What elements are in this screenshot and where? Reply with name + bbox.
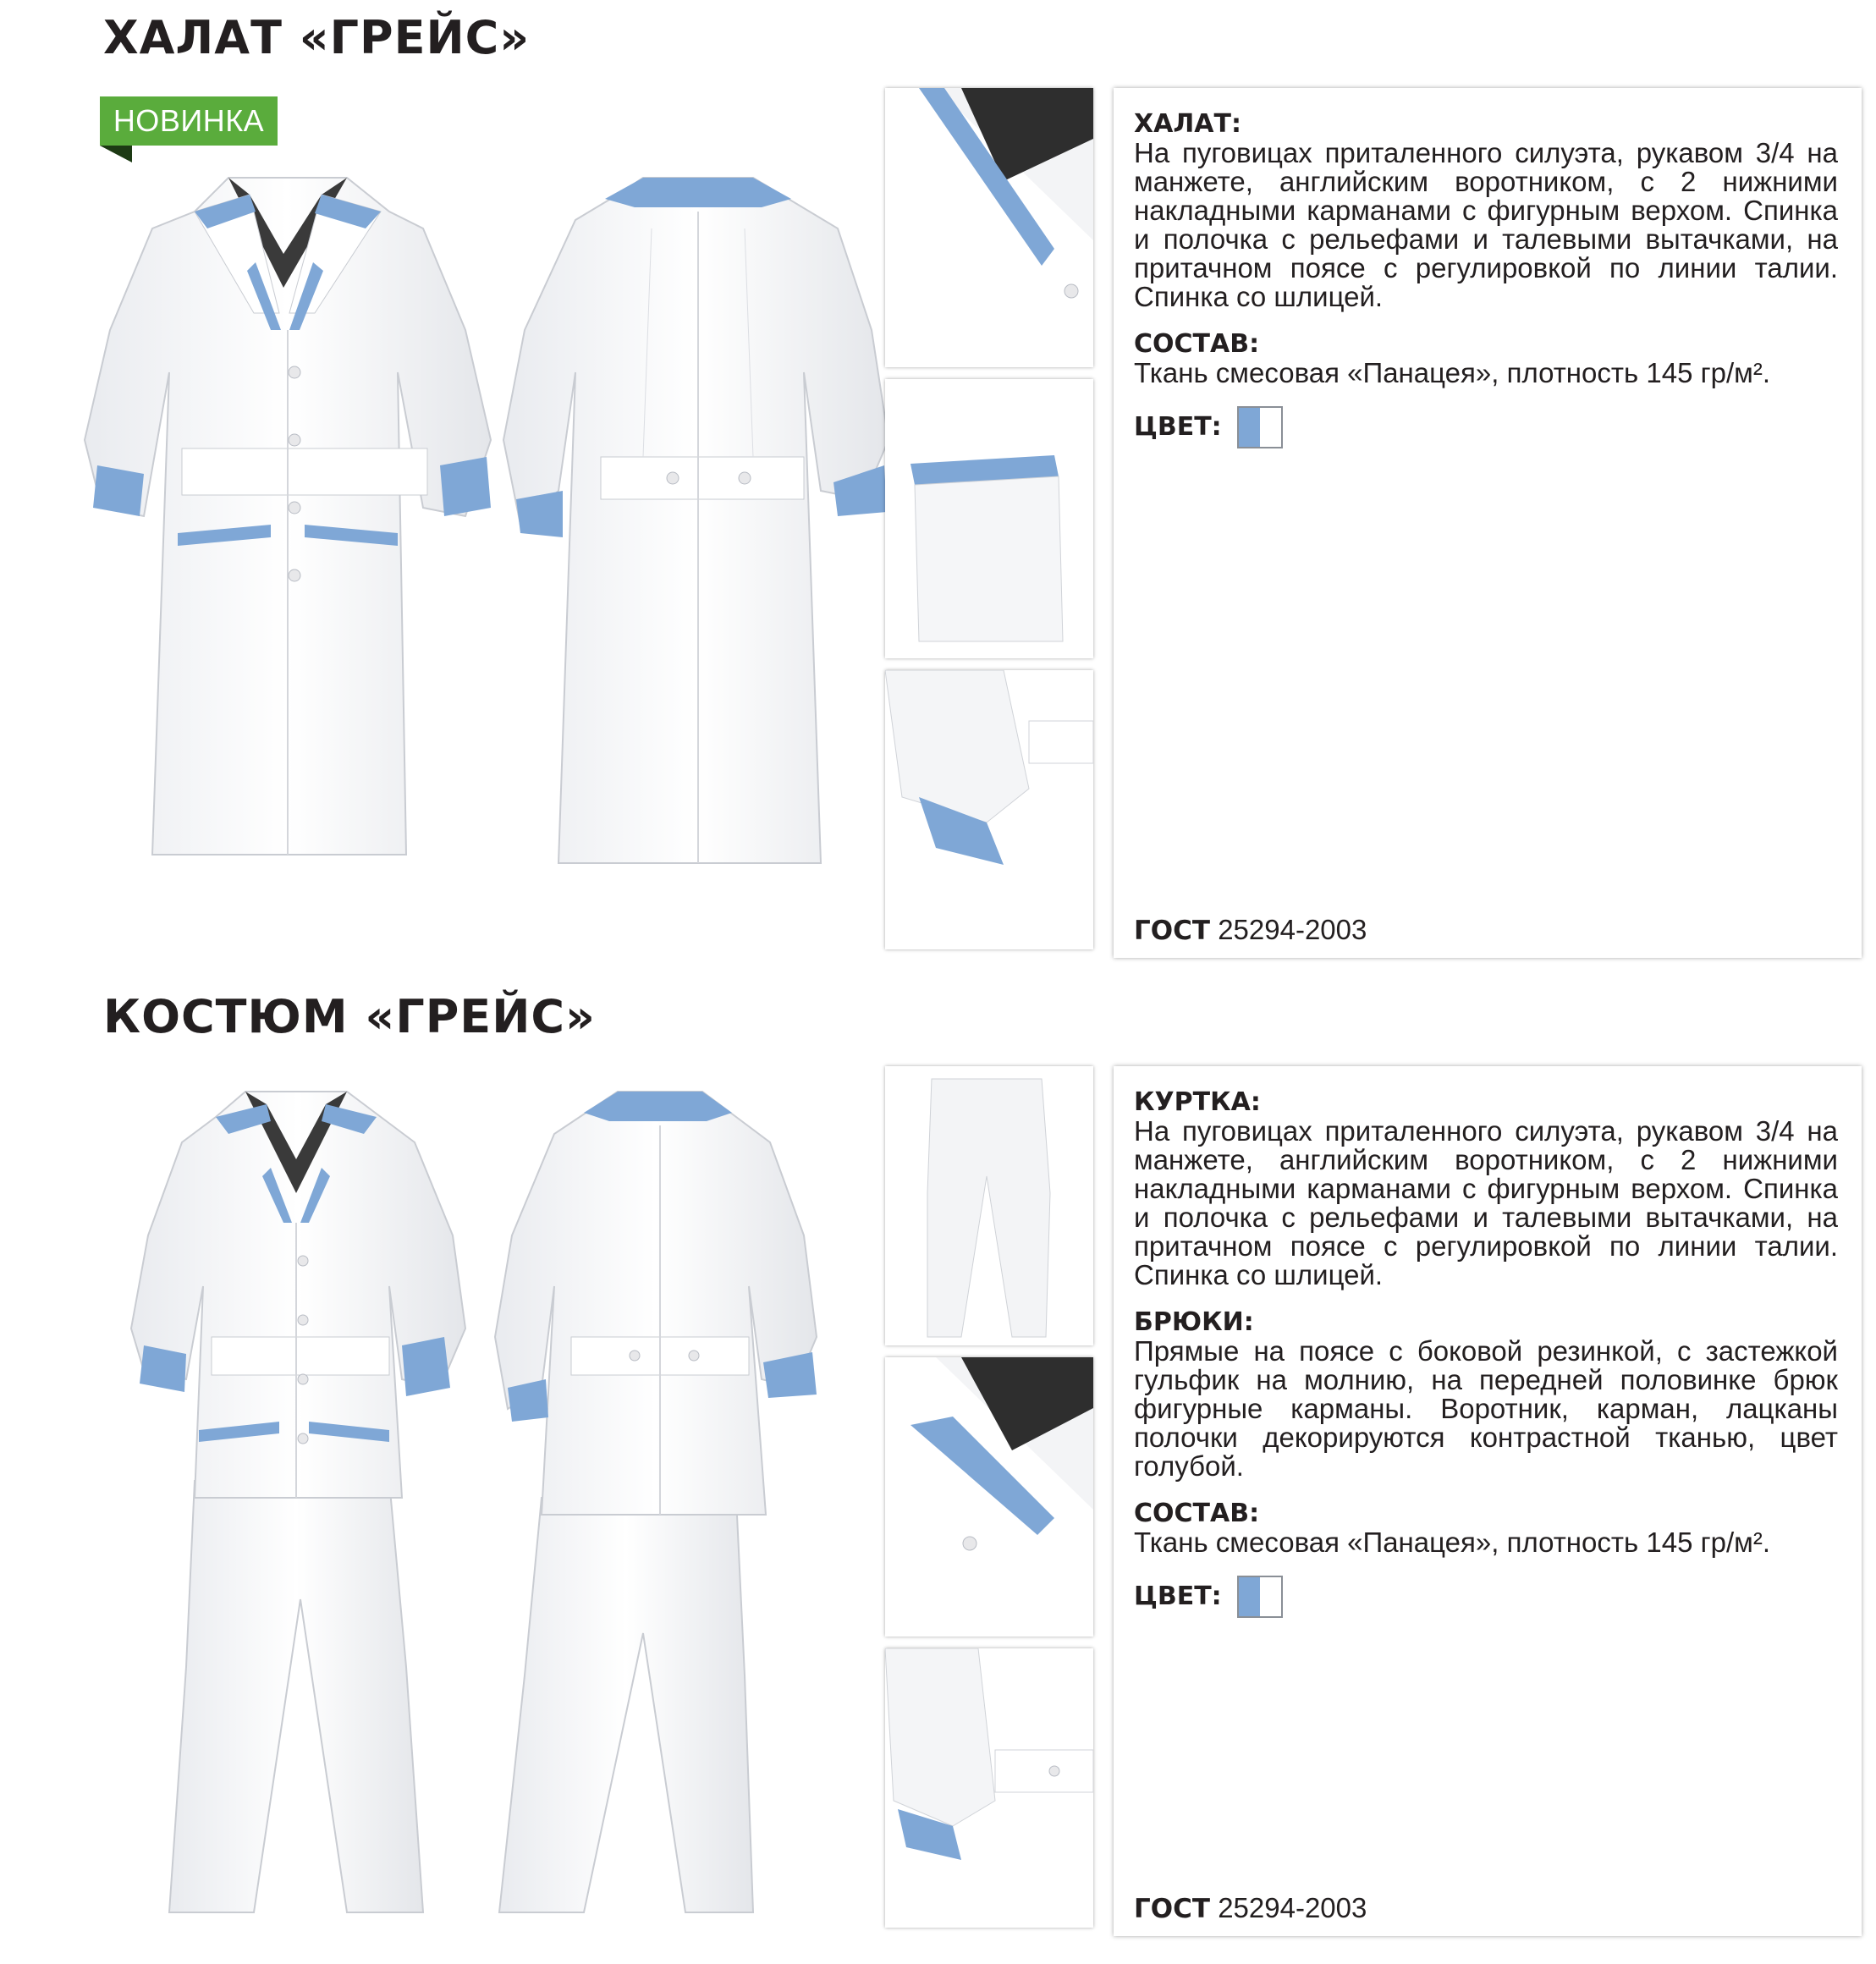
- suit-composition-text: Ткань смесовая «Панацея», плотность 145 гр/м².: [1134, 1527, 1770, 1558]
- robe-gost-label: ГОСТ: [1134, 916, 1211, 946]
- suit-title: КОСТЮМ «ГРЕЙС»: [103, 990, 596, 1043]
- suit-trousers-heading: БРЮКИ:: [1134, 1307, 1254, 1337]
- robe-pocket-thumb: [885, 379, 1093, 658]
- robe-detail-text: На пуговицах приталенного силуэта, рукавом 3/4 на манжете, английским воротником, с 2 нижними накладными карманами с фигурным верхом. Спинка и полочка с рельефами и талевыми вытачками, на притачном поясе с регулировкой по линии талии. Спинка со шлицей.: [1134, 137, 1838, 312]
- swatch-blue: [1239, 1577, 1260, 1616]
- suit-trousers-thumb: [885, 1066, 1093, 1345]
- robe-title: ХАЛАТ «ГРЕЙС»: [103, 11, 531, 64]
- suit-color-row: [1134, 1576, 1838, 1618]
- robe-description-panel: [1114, 88, 1862, 958]
- suit-color-label: ЦВЕТ:: [1134, 1582, 1222, 1611]
- robe-collar-thumb: [885, 88, 1093, 367]
- suit-gost-label: ГОСТ: [1134, 1894, 1211, 1924]
- new-badge: НОВИНКА: [100, 96, 278, 146]
- suit-jacket-text: На пуговицах приталенного силуэта, рукавом 3/4 на манжете, английским воротником, с 2 нижними накладными карманами с фигурным верхом. Спинка и полочка с рельефами и талевыми вытачками, на притачном поясе с регулировкой по линии талии. Спинка со шлицей.: [1134, 1115, 1838, 1290]
- suit-trousers-block: [1134, 1308, 1838, 1481]
- suit-front-image: [118, 1075, 474, 1921]
- robe-gost: [1134, 914, 1367, 946]
- robe-gost-number: 25294-2003: [1218, 914, 1367, 945]
- suit-composition-heading: СОСТАВ:: [1134, 1499, 1260, 1528]
- swatch-white: [1260, 1577, 1281, 1616]
- suit-color-swatch: [1237, 1576, 1283, 1618]
- robe-composition-heading: СОСТАВ:: [1134, 329, 1260, 359]
- badge-fold: [100, 146, 132, 162]
- robe-back-image: [499, 161, 888, 872]
- suit-collar-thumb: [885, 1357, 1093, 1637]
- swatch-white: [1260, 408, 1281, 447]
- suit-cuff-thumb: [885, 1648, 1093, 1928]
- robe-detail-heading: ХАЛАТ:: [1134, 109, 1241, 139]
- suit-gost: [1134, 1892, 1367, 1924]
- robe-color-label: ЦВЕТ:: [1134, 412, 1222, 442]
- robe-composition-text: Ткань смесовая «Панацея», плотность 145 гр/м².: [1134, 357, 1770, 388]
- robe-cuff-thumb: [885, 670, 1093, 949]
- robe-front-image: [68, 161, 508, 863]
- suit-composition-block: [1134, 1499, 1838, 1557]
- suit-trousers-text: Прямые на поясе с боковой резинкой, с застежкой гульфик на молнию, на передней половинке брюк фигурные карманы. Воротник, карман, лацканы полочки декорируются контрастной тканью, цвет голубой.: [1134, 1335, 1838, 1482]
- suit-description-panel: [1114, 1066, 1862, 1936]
- robe-color-swatch: [1237, 406, 1283, 448]
- robe-color-row: [1134, 406, 1838, 448]
- suit-jacket-heading: КУРТКА:: [1134, 1087, 1261, 1117]
- robe-detail-block: [1134, 110, 1838, 311]
- suit-jacket-block: [1134, 1088, 1838, 1290]
- swatch-blue: [1239, 408, 1260, 447]
- suit-back-image: [491, 1083, 829, 1921]
- suit-gost-number: 25294-2003: [1218, 1892, 1367, 1923]
- robe-composition-block: [1134, 330, 1838, 388]
